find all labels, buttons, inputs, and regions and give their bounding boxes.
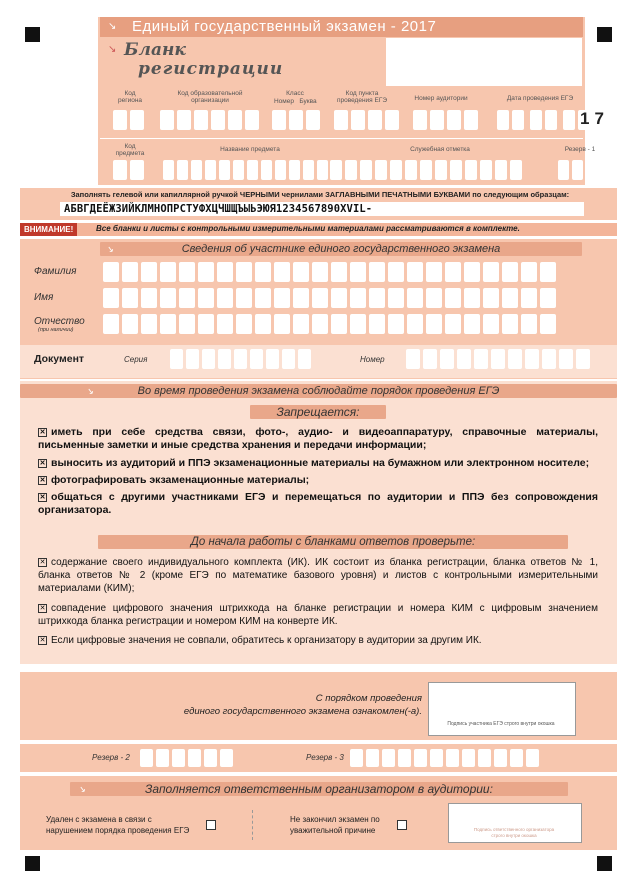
input-cell[interactable] bbox=[525, 349, 539, 369]
input-cell[interactable] bbox=[388, 262, 404, 282]
input-cell[interactable] bbox=[446, 749, 459, 767]
arrow-icon: ↘ bbox=[108, 21, 117, 32]
input-cell[interactable] bbox=[426, 288, 442, 308]
input-cell[interactable] bbox=[494, 749, 507, 767]
input-cell[interactable] bbox=[350, 314, 366, 334]
input-cell[interactable] bbox=[426, 314, 442, 334]
input-cell[interactable] bbox=[220, 749, 233, 767]
warning-bar bbox=[20, 223, 617, 236]
input-cell[interactable] bbox=[217, 288, 233, 308]
input-cell[interactable] bbox=[542, 349, 556, 369]
input-cell[interactable] bbox=[282, 349, 295, 369]
input-cell[interactable] bbox=[526, 749, 539, 767]
input-cell[interactable] bbox=[440, 349, 454, 369]
input-cell[interactable] bbox=[140, 749, 153, 767]
input-cell[interactable] bbox=[540, 288, 556, 308]
sample-characters: АБВГДЕЁЖЗИЙКЛМНОПРСТУФХЦЧШЩЪЫЬЭЮЯ1234567890XVIL- bbox=[60, 202, 584, 216]
input-cell[interactable] bbox=[483, 314, 499, 334]
input-cell[interactable] bbox=[414, 749, 427, 767]
input-cell[interactable] bbox=[250, 349, 263, 369]
rules-section-title: ↘ Во время проведения экзамена соблюдайте порядок проведения ЕГЭ bbox=[20, 384, 617, 398]
input-cell[interactable] bbox=[236, 314, 252, 334]
input-cell[interactable] bbox=[508, 349, 522, 369]
input-cell[interactable] bbox=[382, 749, 395, 767]
service-cells[interactable] bbox=[330, 160, 525, 180]
checkbox-icon: ✕ bbox=[39, 605, 46, 612]
reserve3-cells[interactable] bbox=[350, 749, 542, 767]
arrow-icon: ↘ bbox=[86, 386, 94, 396]
input-cell[interactable] bbox=[293, 262, 309, 282]
checkbox-icon: ✕ bbox=[39, 460, 46, 467]
region-label: Код региона bbox=[117, 90, 143, 104]
input-cell[interactable] bbox=[521, 262, 537, 282]
region-cells[interactable] bbox=[113, 110, 147, 130]
input-cell[interactable] bbox=[234, 349, 247, 369]
check-item: ✕ содержание своего индивидуального комплекта (ИК). ИК состоит из бланка регистрации, бланка ответов № 1, бланка ответов № 2 (кроме ЕГЭ по математике базового уровня) и листов с контрольными измерительными материалами (КИМ); bbox=[38, 557, 598, 594]
removed-checkbox[interactable] bbox=[206, 820, 216, 830]
input-cell[interactable] bbox=[274, 288, 290, 308]
divider bbox=[252, 810, 253, 840]
input-cell[interactable] bbox=[478, 749, 491, 767]
input-cell[interactable] bbox=[483, 262, 499, 282]
input-cell[interactable] bbox=[156, 749, 169, 767]
input-cell[interactable] bbox=[576, 349, 590, 369]
input-cell[interactable] bbox=[445, 262, 461, 282]
reserve3-label: Резерв - 3 bbox=[306, 753, 344, 762]
auditory-label: Номер аудитории bbox=[414, 95, 468, 102]
barcode-area bbox=[386, 38, 582, 86]
input-cell[interactable] bbox=[103, 262, 119, 282]
arrow-icon: ↘ bbox=[78, 784, 86, 794]
check-item: ✕ Если цифровые значения не совпали, обратитесь к организатору в аудитории за другим ИК. bbox=[39, 635, 482, 646]
input-cell[interactable] bbox=[255, 288, 271, 308]
input-cell[interactable] bbox=[350, 288, 366, 308]
input-cell[interactable] bbox=[388, 288, 404, 308]
input-cell[interactable] bbox=[502, 314, 518, 334]
input-cell[interactable] bbox=[188, 749, 201, 767]
input-cell[interactable] bbox=[293, 314, 309, 334]
arrow-icon: ↘ bbox=[108, 44, 117, 55]
series-cells[interactable] bbox=[170, 349, 314, 369]
form-title: ↘ Бланк регистрации bbox=[108, 40, 284, 79]
ppe-cells[interactable] bbox=[334, 110, 402, 130]
input-cell[interactable] bbox=[369, 262, 385, 282]
input-cell[interactable] bbox=[474, 349, 488, 369]
input-cell[interactable] bbox=[502, 262, 518, 282]
input-cell[interactable] bbox=[331, 262, 347, 282]
input-cell[interactable] bbox=[186, 349, 199, 369]
subject-code-cells[interactable] bbox=[113, 160, 147, 180]
input-cell[interactable] bbox=[388, 314, 404, 334]
input-cell[interactable] bbox=[350, 749, 363, 767]
service-label: Служебная отметка bbox=[410, 146, 470, 153]
input-cell[interactable] bbox=[369, 288, 385, 308]
input-cell[interactable] bbox=[331, 288, 347, 308]
subject-name-label: Название предмета bbox=[220, 146, 280, 153]
input-cell[interactable] bbox=[141, 262, 157, 282]
corner-marker-bottom-left bbox=[25, 856, 40, 871]
reserve1-label: Резерв - 1 bbox=[564, 146, 596, 153]
input-cell[interactable] bbox=[464, 314, 480, 334]
input-cell[interactable] bbox=[122, 314, 138, 334]
checkbox-icon: ✕ bbox=[39, 494, 46, 501]
input-cell[interactable] bbox=[312, 288, 328, 308]
class-letter-label: Буква bbox=[299, 98, 317, 105]
input-cell[interactable] bbox=[179, 314, 195, 334]
forbidden-title: Запрещается: bbox=[250, 405, 386, 419]
input-cell[interactable] bbox=[141, 288, 157, 308]
reserve2-label: Резерв - 2 bbox=[92, 753, 130, 762]
input-cell[interactable] bbox=[202, 349, 215, 369]
participant-signature-box[interactable] bbox=[428, 682, 576, 736]
not-finished-checkbox[interactable] bbox=[397, 820, 407, 830]
input-cell[interactable] bbox=[103, 314, 119, 334]
class-cells[interactable] bbox=[272, 110, 323, 130]
input-cell[interactable] bbox=[350, 262, 366, 282]
number-cells[interactable] bbox=[406, 349, 593, 369]
input-cell[interactable] bbox=[491, 349, 505, 369]
input-cell[interactable] bbox=[255, 262, 271, 282]
acknowledge-text: С порядком проведения единого государственного экзамена ознакомлен(-а). bbox=[183, 693, 422, 717]
input-cell[interactable] bbox=[179, 262, 195, 282]
not-finished-label: Не закончил экзамен по уважительной причине bbox=[290, 815, 380, 835]
date-cells[interactable] bbox=[497, 110, 593, 130]
organizer-section-title: ↘ Заполняется ответственным организатором в аудитории: bbox=[70, 782, 568, 796]
number-label: Номер bbox=[360, 355, 385, 364]
subject-code-label: Код предмета bbox=[115, 143, 145, 157]
checkbox-icon: ✕ bbox=[39, 477, 46, 484]
date-year-value: 17 bbox=[580, 109, 609, 128]
input-cell[interactable] bbox=[103, 288, 119, 308]
org-label: Код образовательной организации bbox=[177, 90, 243, 104]
input-cell[interactable] bbox=[274, 262, 290, 282]
forbidden-item: ✕ общаться с другими участниками ЕГЭ и перемещаться по аудитории и ППЭ без сопровождения организатора. bbox=[38, 491, 598, 516]
input-cell[interactable] bbox=[198, 262, 214, 282]
input-cell[interactable] bbox=[398, 749, 411, 767]
input-cell[interactable] bbox=[407, 314, 423, 334]
org-cells[interactable] bbox=[160, 110, 262, 130]
forbidden-item: ✕ иметь при себе средства связи, фото-, аудио- и видеоаппаратуру, справочные материалы, письменные заметки и иные средства хранения и передачи информации; bbox=[38, 426, 598, 451]
input-cell[interactable] bbox=[445, 314, 461, 334]
input-cell[interactable] bbox=[312, 262, 328, 282]
auditory-cells[interactable] bbox=[413, 110, 481, 130]
input-cell[interactable] bbox=[369, 314, 385, 334]
input-cell[interactable] bbox=[445, 288, 461, 308]
input-cell[interactable] bbox=[483, 288, 499, 308]
input-cell[interactable] bbox=[218, 349, 231, 369]
input-cell[interactable] bbox=[559, 349, 573, 369]
forbidden-item: ✕ выносить из аудиторий и ППЭ экзаменационные материалы на бумажном или электронном носителе; bbox=[39, 457, 590, 469]
document-label: Документ bbox=[34, 353, 85, 365]
input-cell[interactable] bbox=[141, 314, 157, 334]
check-title: До начала работы с бланками ответов проверьте: bbox=[98, 535, 568, 549]
arrow-icon: ↘ bbox=[106, 244, 114, 254]
patronymic-note: (при наличии) bbox=[38, 327, 74, 333]
input-cell[interactable] bbox=[407, 262, 423, 282]
ppe-label: Код пункта проведения ЕГЭ bbox=[336, 90, 388, 104]
corner-marker-top-left bbox=[25, 27, 40, 42]
input-cell[interactable] bbox=[160, 288, 176, 308]
input-cell[interactable] bbox=[179, 288, 195, 308]
input-cell[interactable] bbox=[198, 314, 214, 334]
input-cell[interactable] bbox=[198, 288, 214, 308]
input-cell[interactable] bbox=[462, 749, 475, 767]
date-label: Дата проведения ЕГЭ bbox=[506, 95, 574, 102]
input-cell[interactable] bbox=[266, 349, 279, 369]
patronymic-label: Отчество bbox=[34, 316, 85, 327]
input-cell[interactable] bbox=[312, 314, 328, 334]
participant-section-title: ↘ Сведения об участнике единого государственного экзамена bbox=[100, 242, 582, 256]
input-cell[interactable] bbox=[407, 288, 423, 308]
warning-text: Все бланки и листы с контрольными измерительными материалами рассматриваются в комплекте. bbox=[96, 224, 520, 233]
checkbox-icon: ✕ bbox=[39, 637, 46, 644]
checkbox-icon: ✕ bbox=[39, 429, 46, 436]
surname-cells[interactable] bbox=[103, 262, 559, 282]
patronymic-cells[interactable] bbox=[103, 314, 559, 334]
check-item: ✕ совпадение цифрового значения штрихкода на бланке регистрации и номера КИМ с цифровым значением штрихкода бланка регистрации и номером КИМ на конверте ИК. bbox=[38, 603, 598, 627]
divider bbox=[100, 138, 583, 139]
input-cell[interactable] bbox=[255, 314, 271, 334]
input-cell[interactable] bbox=[170, 349, 183, 369]
input-cell[interactable] bbox=[204, 749, 217, 767]
input-cell[interactable] bbox=[293, 288, 309, 308]
input-cell[interactable] bbox=[236, 288, 252, 308]
exam-title: ↘ Единый государственный экзамен - 2017 bbox=[100, 17, 583, 37]
input-cell[interactable] bbox=[406, 349, 420, 369]
input-cell[interactable] bbox=[502, 288, 518, 308]
participant-signature-caption: Подпись участника ЕГЭ строго внутри окошка bbox=[447, 721, 555, 727]
forbidden-item: ✕ фотографировать экзаменационные материалы; bbox=[39, 474, 310, 486]
input-cell[interactable] bbox=[430, 749, 443, 767]
input-cell[interactable] bbox=[510, 749, 523, 767]
input-cell[interactable] bbox=[521, 314, 537, 334]
subject-name-cells[interactable] bbox=[163, 160, 331, 180]
input-cell[interactable] bbox=[457, 349, 471, 369]
corner-marker-top-right bbox=[597, 27, 612, 42]
input-cell[interactable] bbox=[423, 349, 437, 369]
input-cell[interactable] bbox=[366, 749, 379, 767]
input-cell[interactable] bbox=[274, 314, 290, 334]
input-cell[interactable] bbox=[298, 349, 311, 369]
input-cell[interactable] bbox=[122, 262, 138, 282]
series-label: Серия bbox=[124, 355, 148, 364]
input-cell[interactable] bbox=[122, 288, 138, 308]
input-cell[interactable] bbox=[464, 262, 480, 282]
input-cell[interactable] bbox=[540, 314, 556, 334]
input-cell[interactable] bbox=[217, 262, 233, 282]
name-label: Имя bbox=[34, 292, 54, 303]
removed-label: Удален с экзамена в связи с нарушением порядка проведения ЕГЭ bbox=[46, 815, 190, 835]
name-cells[interactable] bbox=[103, 288, 559, 308]
organizer-signature-caption: Подпись ответственного организатора строго внутри окошка bbox=[473, 827, 555, 838]
input-cell[interactable] bbox=[160, 262, 176, 282]
class-number-label: Номер bbox=[273, 98, 294, 105]
class-label: Класс bbox=[286, 90, 304, 97]
input-cell[interactable] bbox=[217, 314, 233, 334]
input-cell[interactable] bbox=[172, 749, 185, 767]
reserve1-cells[interactable] bbox=[558, 160, 600, 180]
input-cell[interactable] bbox=[160, 314, 176, 334]
corner-marker-bottom-right bbox=[597, 856, 612, 871]
input-cell[interactable] bbox=[521, 288, 537, 308]
input-cell[interactable] bbox=[236, 262, 252, 282]
warning-label: ВНИМАНИЕ! bbox=[20, 223, 77, 236]
fill-rule-text: Заполнять гелевой или капиллярной ручкой ЧЕРНЫМИ чернилами ЗАГЛАВНЫМИ ПЕЧАТНЫМИ БУКВАМИ по следующим образцам: bbox=[70, 190, 570, 199]
input-cell[interactable] bbox=[464, 288, 480, 308]
reserve2-cells[interactable] bbox=[140, 749, 236, 767]
checkbox-icon: ✕ bbox=[39, 559, 46, 566]
input-cell[interactable] bbox=[331, 314, 347, 334]
input-cell[interactable] bbox=[540, 262, 556, 282]
surname-label: Фамилия bbox=[34, 266, 77, 277]
input-cell[interactable] bbox=[426, 262, 442, 282]
